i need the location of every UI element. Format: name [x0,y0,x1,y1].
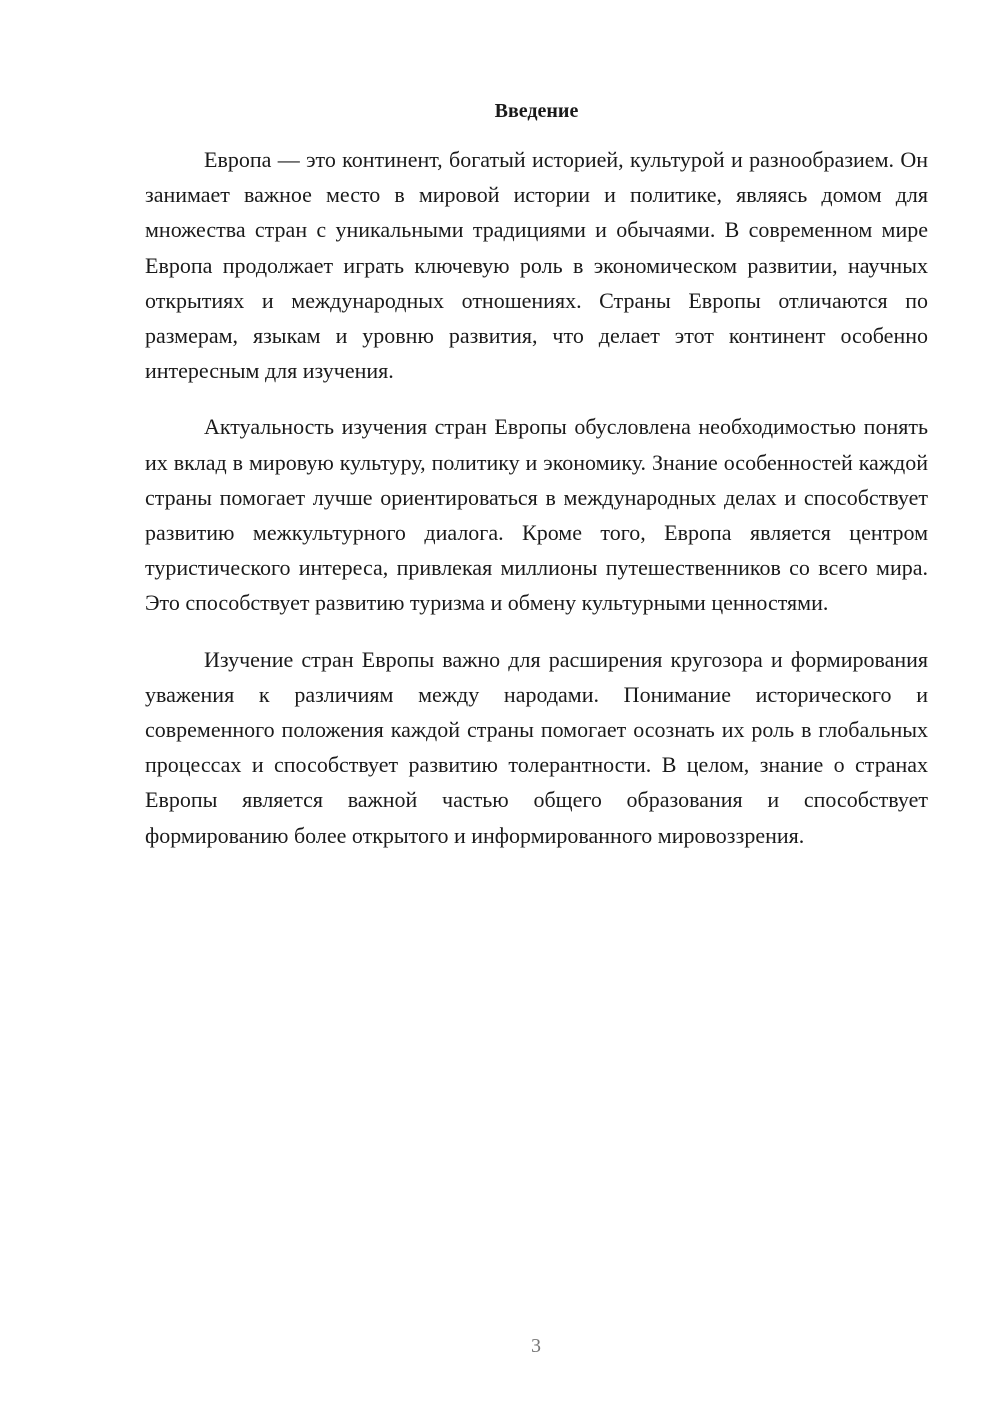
paragraph-1: Европа — это континент, богатый историей, культурой и разнообразием. Он занимает важное место в мировой истории и политике, являясь домом для множества стран с уникальными традициями и обычаями. В современном мире Европа продолжает играть ключевую роль в экономическом развитии, научных открытиях и международных отношениях. Страны Европы отличаются по размерам, языкам и уровню развития, что делает этот континент особенно интересным для изучения. [145,147,928,384]
paragraph-3: Изучение стран Европы важно для расширения кругозора и формирования уважения к различиям между народами. Понимание исторического и современного положения каждой страны помогает осознать их роль в глобальных процессах и способствует развитию толерантности. В целом, знание о странах Европы является важной частью общего образования и способствует формированию более открытого и информированного мировоззрения. [145,646,928,848]
page-number: 3 [531,1335,541,1357]
paragraph-2: Актуальность изучения стран Европы обусловлена необходимостью понять их вклад в мировую культуру, политику и экономику. Знание особенностей каждой страны помогает лучше ориентироваться в международных делах и способствует развитию межкультурного диалога. Кроме того, Европа является центром туристического интереса, привлекая миллионы путешественников со всего мира. Это способствует развитию туризма и обмену культурными ценностями. [145,414,928,616]
body-text [145,142,928,874]
page-title: Введение [494,100,579,122]
